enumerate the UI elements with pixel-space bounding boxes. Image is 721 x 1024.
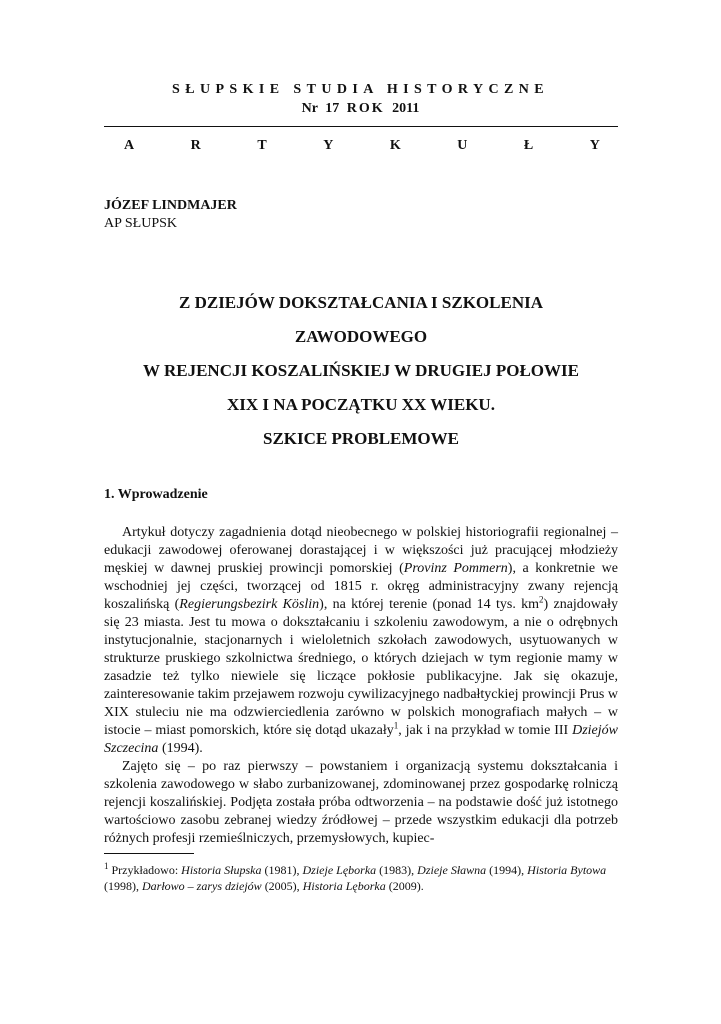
- italic-term: Dzieje Lęborka: [302, 863, 377, 877]
- italic-term: Historia Słupska: [181, 863, 262, 877]
- issue-number: Nr 17: [301, 101, 340, 116]
- text-run: (2005),: [261, 878, 303, 893]
- issue-year: 2011: [392, 101, 420, 116]
- title-line: XIX I NA POCZĄTKU XX WIEKU.: [227, 395, 495, 414]
- text-run: Przykładowo:: [108, 863, 182, 877]
- paragraph: [104, 524, 618, 758]
- section-letter: R: [190, 138, 201, 153]
- section-letter: Ł: [523, 138, 534, 153]
- section-heading: 1. Wprowadzenie: [104, 487, 208, 502]
- section-letter: T: [257, 138, 267, 153]
- author-affiliation: AP SŁUPSK: [104, 216, 178, 231]
- italic-term: Provinz Pommern: [403, 561, 508, 576]
- title-line: W REJENCJI KOSZALIŃSKIEJ W DRUGIEJ POŁOWIE: [143, 361, 579, 380]
- footnote-number: 1: [104, 861, 109, 871]
- header-rule: [104, 126, 618, 127]
- text-run: , jak i na przykład w tomie III: [398, 723, 573, 738]
- section-letter: Y: [589, 138, 600, 153]
- text-run: (1983),: [376, 863, 418, 877]
- section-letter: K: [389, 138, 401, 153]
- italic-term: Historia Bytowa: [527, 863, 607, 877]
- journal-title: SŁUPSKIE STUDIA HISTORYCZNE: [172, 82, 549, 97]
- text-run: (1994),: [486, 863, 528, 877]
- text-run: ), a konkretnie we wschodniej jej części, tworzącej od 1815 r. okręg administracyjny zwany rejencją koszalińską (: [104, 561, 619, 612]
- text-run: (1998),: [104, 878, 142, 893]
- title-line: SZKICE PROBLEMOWE: [262, 429, 459, 448]
- text-run: Artykuł dotyczy zagadnienia dotąd nieobecnego w polskiej historiografii regionalnej – edukacji zawodowej oferowanej dorastającej i w większości już pracującej młodzieży męskiej w dawnej pruskiej prowincji pomorskiej (: [104, 525, 618, 576]
- text-run: ) znajdowały się 23 miasta. Jest tu mowa o dokształcaniu i szkoleniu zawodowym, a nie o odrębnych instytucjonalnie, stacjonarnych i wieloletnich szkołach zawodowych, usytuowanych w strukturze pruskiego szkolnictwa średniego, o których dziejach w tym regionie mamy w zasadzie też tylko niewiele się liczące pokłosie publikacyjne. Jak się okazuje, zainteresowanie takim przejawem rozwoju cywilizacyjnego nadbałtyckiej prowincji Prus w XIX stuleciu nie ma odzwierciedlenia zarówno w polskich monografiach małych – w istocie – miast pomorskich, które się dotąd ukazały: [104, 597, 619, 738]
- text-run: ), na której terenie (ponad 14 tys. km: [319, 597, 540, 612]
- text-run: (2009).: [385, 878, 424, 893]
- italic-term: Dzieje Sławna: [417, 863, 487, 877]
- text-run: (1994).: [158, 741, 203, 756]
- italic-term: Regierungsbezirk Köslin: [179, 597, 320, 612]
- italic-term: Historia Lęborka: [302, 878, 386, 893]
- section-letter: Y: [323, 138, 334, 153]
- section-letter: U: [457, 138, 468, 153]
- italic-term: Dziejów Szczecina: [104, 723, 618, 756]
- text-run: (1981),: [261, 863, 303, 877]
- paragraph: Zajęto się – po raz pierwszy – powstaniem i organizacją systemu dokształcania i szkolenia zawodowego w słabo zurbanizowanej, zdominowanej przez gospodarkę rolniczą rejencji koszalińskiej. Podjęta została próba odtworzenia – na podstawie dość już istotnego wartościowo zasobu zebranej wiedzy źródłowej – przede wszystkim edukacji dla potrzeb różnych profesji rzemieślniczych, przemysłowych, kupiec-: [104, 759, 618, 846]
- section-label: [104, 137, 618, 155]
- footnote-marker[interactable]: 1: [393, 720, 399, 731]
- article-body: [104, 524, 618, 848]
- issue-line: [0, 100, 721, 118]
- footnote: [104, 863, 618, 894]
- superscript: 2: [539, 594, 544, 605]
- title-line: ZAWODOWEGO: [294, 327, 428, 346]
- footnote-rule: [104, 853, 194, 854]
- article-title: [104, 286, 618, 456]
- issue-rok: ROK: [346, 101, 385, 116]
- title-line: Z DZIEJÓW DOKSZTAŁCANIA I SZKOLENIA: [178, 293, 544, 312]
- author-name: JÓZEF LINDMAJER: [104, 198, 237, 213]
- section-letter: A: [124, 138, 135, 153]
- italic-term: Darłowo – zarys dziejów: [142, 878, 262, 893]
